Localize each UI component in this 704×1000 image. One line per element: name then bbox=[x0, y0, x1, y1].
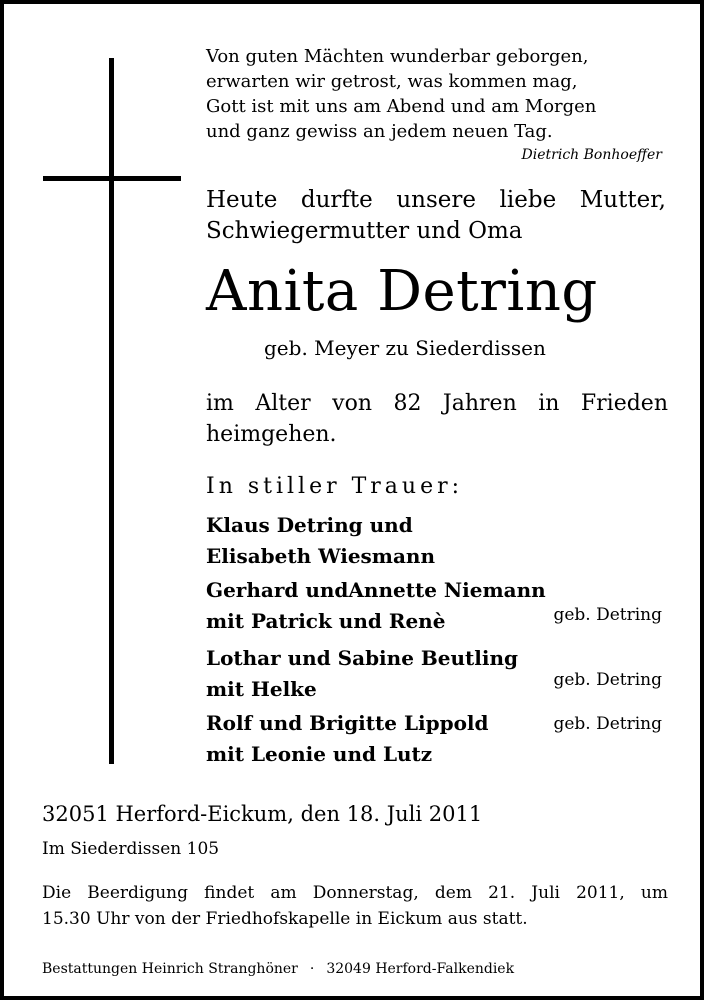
intro-line: Heute durfte unsere liebe Mutter, bbox=[206, 187, 666, 213]
cross-vertical-bar bbox=[109, 58, 114, 764]
age-line: im Alter von 82 Jahren in Frieden bbox=[206, 391, 668, 416]
family-entry bbox=[206, 510, 435, 572]
family-note: geb. Detring bbox=[553, 670, 662, 690]
place-date: 32051 Herford-Eickum, den 18. Juli 2011 bbox=[42, 802, 483, 826]
family-entry bbox=[206, 575, 546, 637]
family-line: Lothar und Sabine Beutling bbox=[206, 646, 519, 670]
undertaker-name: Bestattungen Heinrich Stranghöner bbox=[42, 961, 298, 977]
poem-line: Gott ist mit uns am Abend und am Morgen bbox=[206, 96, 597, 117]
intro-line: Schwiegermutter und Oma bbox=[206, 218, 523, 244]
family-entry bbox=[206, 708, 489, 770]
deceased-name: Anita Detring bbox=[206, 259, 598, 324]
funeral-line: 15.30 Uhr von der Friedhofskapelle in Eickum aus statt. bbox=[42, 909, 528, 929]
family-entry bbox=[206, 643, 518, 705]
intro-text bbox=[206, 185, 666, 247]
separator-dot: · bbox=[309, 961, 315, 977]
poem-line: erwarten wir getrost, was kommen mag, bbox=[206, 71, 578, 92]
family-line: mit Patrick und Renè bbox=[206, 609, 446, 633]
funeral-info bbox=[42, 880, 668, 932]
family-line: Klaus Detring und bbox=[206, 513, 413, 537]
family-line: Elisabeth Wiesmann bbox=[206, 544, 436, 568]
age-text bbox=[206, 388, 668, 450]
age-line: heimgehen. bbox=[206, 422, 337, 447]
family-line: Gerhard undAnnette Niemann bbox=[206, 578, 546, 602]
street-address: Im Siederdissen 105 bbox=[42, 839, 220, 859]
family-note: geb. Detring bbox=[553, 605, 662, 625]
poem-author: Dietrich Bonhoeffer bbox=[521, 147, 662, 163]
cross-horizontal-bar bbox=[43, 176, 181, 181]
undertaker-location: 32049 Herford-Falkendiek bbox=[326, 961, 515, 977]
birth-name: geb. Meyer zu Siederdissen bbox=[264, 336, 546, 360]
funeral-line: Die Beerdigung findet am Donnerstag, dem 21. Juli 2011, um bbox=[42, 883, 668, 903]
family-note: geb. Detring bbox=[553, 714, 662, 734]
mourning-heading: In stiller Trauer: bbox=[206, 474, 464, 499]
poem-block bbox=[206, 44, 596, 144]
footer bbox=[42, 961, 514, 977]
family-line: Rolf und Brigitte Lippold bbox=[206, 711, 489, 735]
poem-line: und ganz gewiss an jedem neuen Tag. bbox=[206, 121, 553, 142]
poem-line: Von guten Mächten wunderbar geborgen, bbox=[206, 46, 589, 67]
family-line: mit Leonie und Lutz bbox=[206, 742, 433, 766]
family-line: mit Helke bbox=[206, 677, 317, 701]
